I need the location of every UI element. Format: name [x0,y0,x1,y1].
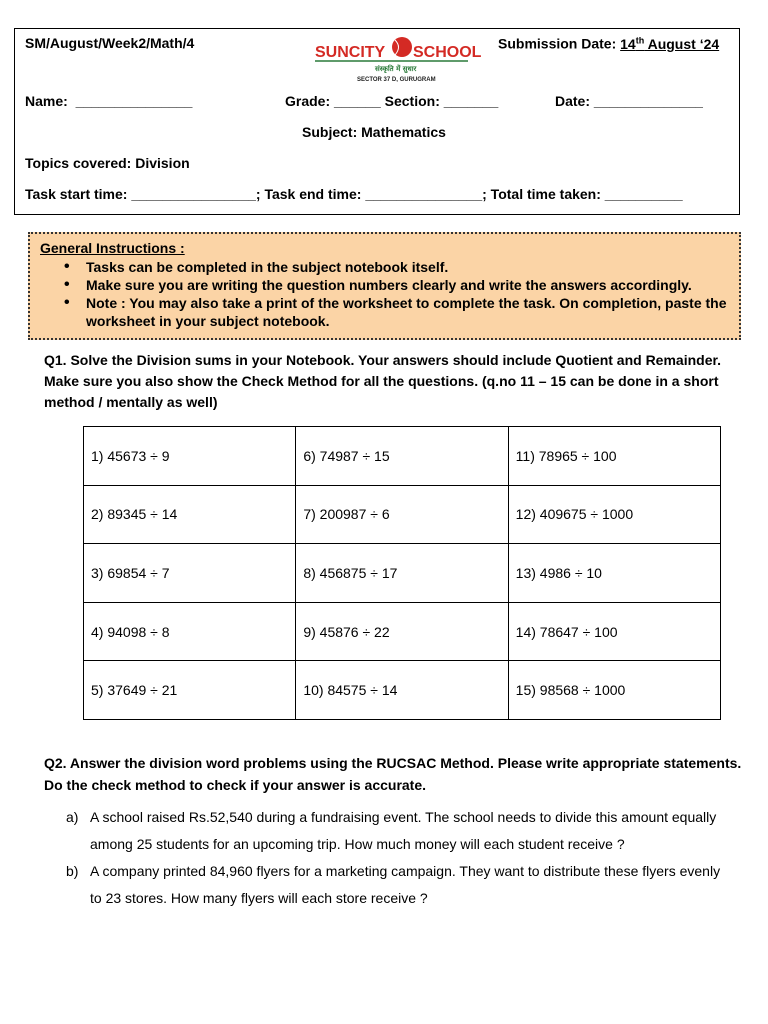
word-problem-text: A school raised Rs.52,540 during a fundraising event. The school needs to divide this amount equally among 25 students for an upcoming trip. How much money will each student receive ? [90,809,717,852]
date-field: Date: ______________ [555,93,703,109]
word-problem-label: b) [66,863,79,879]
instructions-title: General Instructions : [40,240,185,256]
instruction-item: • Note : You may also take a print of the worksheet to complete the task. On completion, paste the worksheet in your subject notebook. [86,294,746,330]
table-cell: 15) 98568 ÷ 1000 [508,661,720,720]
instruction-item: • Tasks can be completed in the subject notebook itself. [86,258,746,276]
table-cell: 4) 94098 ÷ 8 [84,602,296,661]
school-logo [313,29,482,87]
table-cell: 12) 409675 ÷ 1000 [508,485,720,544]
division-sums-table [83,426,721,720]
table-cell: 5) 37649 ÷ 21 [84,661,296,720]
table-row [84,427,721,486]
name-field: Name: _______________ [25,93,193,109]
grade-section-field: Grade: ______ Section: _______ [285,93,499,109]
table-cell: 7) 200987 ÷ 6 [296,485,508,544]
logo-text-right: SCHOOL [413,44,482,61]
submission-date: Submission Date: 14th August ‘24 [498,35,720,52]
question-1-text: Q1. Solve the Division sums in your Notebook. Your answers should include Quotient and Remainder. Make sure you also show the Check Method for all the questions. (q.no 11 – 15 can be done in a short method / mentally as well) [44,352,722,410]
table-cell: 6) 74987 ÷ 15 [296,427,508,486]
instructions-list [30,258,746,330]
table-row [84,544,721,603]
worksheet-header [14,28,740,215]
general-instructions [28,232,741,340]
table-cell: 13) 4986 ÷ 10 [508,544,720,603]
table-row [84,661,721,720]
word-problem [66,858,726,912]
table-row [84,602,721,661]
task-time-line: Task start time: ________________; Task end time: _______________; Total time taken: __________ [25,186,683,202]
table-cell: 11) 78965 ÷ 100 [508,427,720,486]
logo-text-left: SUNCITY [315,44,386,61]
topics-line: Topics covered: Division [25,155,190,171]
logo-tagline: संस्कृति में सुधार [375,65,417,73]
word-problem-label: a) [66,809,79,825]
table-cell: 1) 45673 ÷ 9 [84,427,296,486]
worksheet-code: SM/August/Week2/Math/4 [25,35,195,51]
submission-date-value: 14th August ‘24 [620,35,720,52]
word-problem [66,804,726,858]
instruction-item: • Make sure you are writing the question numbers clearly and write the answers accordingly. [86,276,746,294]
table-cell: 3) 69854 ÷ 7 [84,544,296,603]
word-problems-list [66,804,726,912]
subject-line: Subject: Mathematics [302,124,446,140]
table-cell: 9) 45876 ÷ 22 [296,602,508,661]
table-cell: 8) 456875 ÷ 17 [296,544,508,603]
table-row [84,485,721,544]
table-cell: 14) 78647 ÷ 100 [508,602,720,661]
question-2-text: Q2. Answer the division word problems using the RUCSAC Method. Please write appropriate statements. Do the check method to check if your answer is accurate. [44,755,742,793]
table-cell: 10) 84575 ÷ 14 [296,661,508,720]
word-problem-text: A company printed 84,960 flyers for a marketing campaign. They want to distribute these flyers evenly to 23 stores. How many flyers will each store receive ? [90,863,721,906]
table-cell: 2) 89345 ÷ 14 [84,485,296,544]
logo-sub: SECTOR 37 D, GURUGRAM [357,77,436,83]
